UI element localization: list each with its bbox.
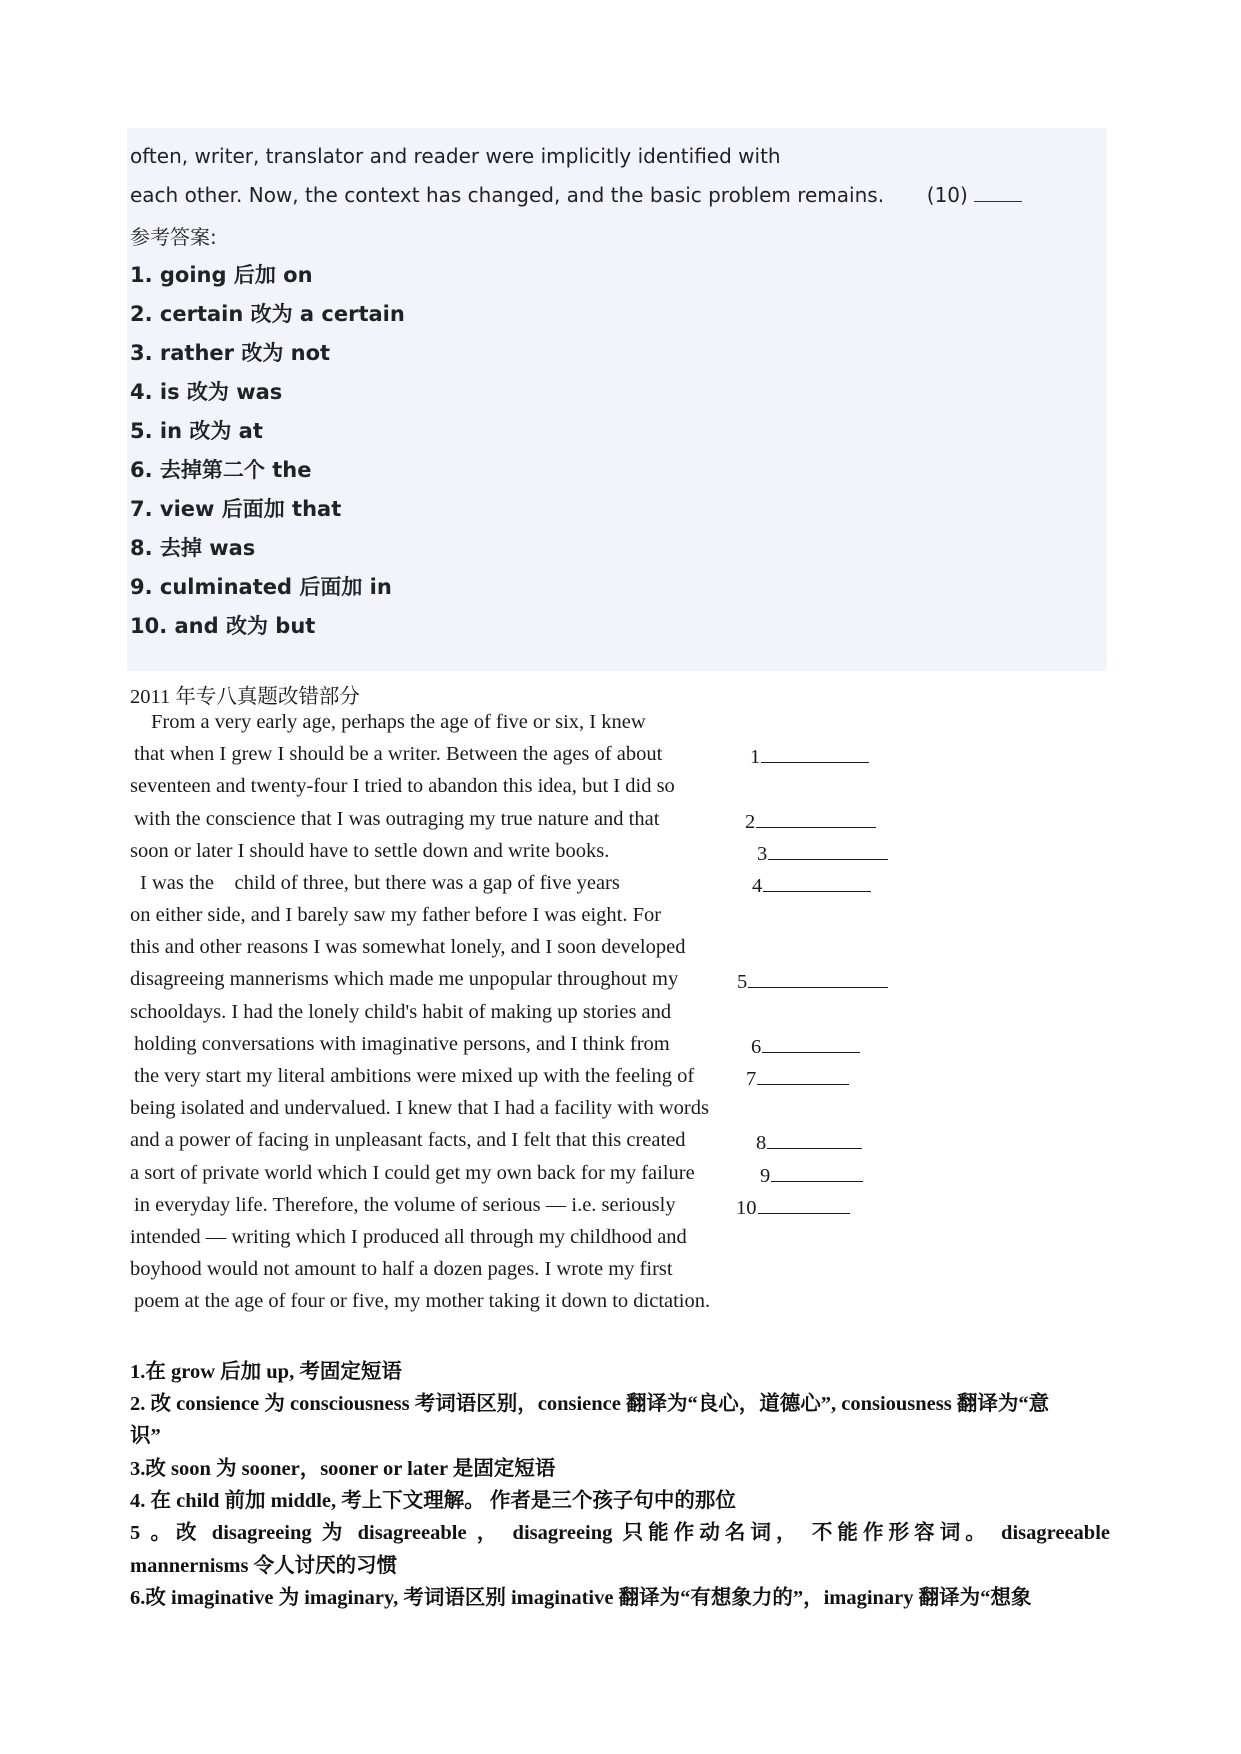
- blank-number: 10: [736, 1197, 757, 1219]
- answer-item: 7. view 后面加 that: [130, 497, 342, 521]
- blank-number: 2: [745, 811, 756, 833]
- exercise-line: soon or later I should have to settle down and write books.: [130, 840, 610, 862]
- note-line: 2. 改 consience 为 consciousness 考词语区别，consience 翻译为“良心，道德心”, consiousness 翻译为“意: [130, 1393, 1050, 1415]
- blank-number: 1: [750, 746, 761, 768]
- exercise-line: intended — writing which I produced all through my childhood and: [130, 1226, 687, 1248]
- answer-item: 6. 去掉第二个 the: [130, 458, 312, 482]
- blank-number: 5: [737, 971, 748, 993]
- exercise-line: schooldays. I had the lonely child's habit of making up stories and: [130, 1001, 672, 1023]
- exercise-line: poem at the age of four or five, my mother taking it down to dictation.: [134, 1290, 711, 1312]
- answer-item: 1. going 后加 on: [130, 263, 313, 287]
- answer-blank[interactable]: [757, 840, 888, 866]
- answer-item: 8. 去掉 was: [130, 536, 256, 560]
- blank-number: 6: [751, 1036, 762, 1058]
- blank-number: 9: [760, 1165, 771, 1187]
- answer-blank[interactable]: [736, 1194, 850, 1220]
- exercise-line: I was the child of three, but there was a gap of five years: [140, 872, 620, 894]
- exercise-line: with the conscience that I was outraging my true nature and that: [134, 808, 660, 830]
- exercise-line: seventeen and twenty-four I tried to abandon this idea, but I did so: [130, 775, 675, 797]
- exercise-line: boyhood would not amount to half a dozen pages. I wrote my first: [130, 1258, 673, 1280]
- answer-item: 4. is 改为 was: [130, 380, 283, 404]
- answer-blank[interactable]: [760, 1162, 863, 1188]
- note-line: mannernisms 令人讨厌的习惯: [130, 1555, 398, 1577]
- answer-blank: [974, 184, 1022, 202]
- exercise-line: disagreeing mannerisms which made me unpopular throughout my: [130, 968, 679, 990]
- exercise-line: and a power of facing in unpleasant facts, and I felt that this created: [130, 1129, 686, 1151]
- note-line: 1.在 grow 后加 up, 考固定短语: [130, 1361, 402, 1383]
- blank-number: 3: [757, 843, 768, 865]
- exercise-line: being isolated and undervalued. I knew that I had a facility with words: [130, 1097, 709, 1119]
- answer-item: 2. certain 改为 a certain: [130, 302, 405, 326]
- answer-blank[interactable]: [752, 872, 871, 898]
- passage-line: often, writer, translator and reader were implicitly identified with: [130, 144, 781, 168]
- answer-item: 3. rather 改为 not: [130, 341, 331, 365]
- answer-blank[interactable]: [737, 968, 888, 994]
- note-line: 6.改 imaginative 为 imaginary, 考词语区别 imaginative 翻译为“有想象力的”，imaginary 翻译为“想象: [130, 1587, 1032, 1609]
- answers-heading: 参考答案:: [130, 225, 217, 249]
- answer-blank[interactable]: [745, 808, 876, 834]
- exercise-line: the very start my literal ambitions were mixed up with the feeling of: [134, 1065, 695, 1087]
- blank-number: 4: [752, 875, 763, 897]
- passage-line: each other. Now, the context has changed, and the basic problem remains. (10): [130, 183, 1022, 207]
- blank-number: 8: [756, 1132, 767, 1154]
- note-line: 3.改 soon 为 sooner，sooner or later 是固定短语: [130, 1458, 556, 1480]
- note-line: 识”: [130, 1425, 161, 1447]
- answer-blank[interactable]: [756, 1129, 862, 1155]
- answer-item: 9. culminated 后面加 in: [130, 575, 392, 599]
- exercise-title: 2011 年专八真题改错部分: [130, 686, 360, 708]
- answer-blank[interactable]: [746, 1065, 849, 1091]
- exercise-line: this and other reasons I was somewhat lonely, and I soon developed: [130, 936, 686, 958]
- blank-number: (10): [926, 183, 968, 207]
- exercise-line: holding conversations with imaginative persons, and I think from: [134, 1033, 670, 1055]
- exercise-line: a sort of private world which I could get my own back for my failure: [130, 1162, 695, 1184]
- exercise-line: From a very early age, perhaps the age of five or six, I knew: [151, 711, 646, 733]
- answer-blank[interactable]: [750, 743, 869, 769]
- answer-blank[interactable]: [751, 1033, 860, 1059]
- exercise-line: on either side, and I barely saw my father before I was eight. For: [130, 904, 662, 926]
- exercise-line: that when I grew I should be a writer. Between the ages of about: [134, 743, 663, 765]
- answer-item: 10. and 改为 but: [130, 614, 316, 638]
- note-line: 4. 在 child 前加 middle, 考上下文理解。 作者是三个孩子句中的那位: [130, 1490, 736, 1512]
- blank-number: 7: [746, 1068, 757, 1090]
- note-line: 5 。改 disagreeing 为 disagreeable ， disagreeing 只能作动名词， 不能作形容词。 disagreeable: [130, 1522, 1110, 1544]
- exercise-line: in everyday life. Therefore, the volume of serious — i.e. seriously: [134, 1194, 676, 1216]
- answer-item: 5. in 改为 at: [130, 419, 263, 443]
